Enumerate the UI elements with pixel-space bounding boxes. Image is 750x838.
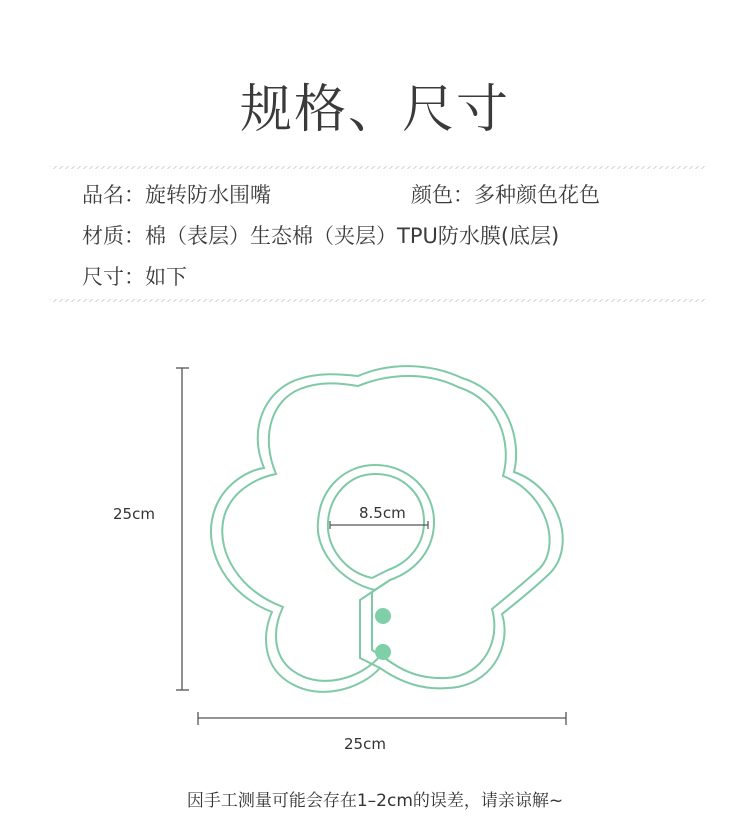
spec-name-value: 旋转防水围嘴 xyxy=(145,183,271,207)
bib-outline xyxy=(211,366,563,692)
neck-dimension xyxy=(330,521,428,529)
measurement-note: 因手工测量可能会存在1–2cm的误差，请亲谅解~ xyxy=(186,791,564,811)
spec-material-value: 棉（表层）生态棉（夹层）TPU防水膜(底层) xyxy=(145,224,560,248)
snap-button-top xyxy=(375,608,391,624)
height-dimension xyxy=(176,368,189,690)
neck-inner-edge xyxy=(328,474,424,578)
neck-label: 8.5cm xyxy=(359,504,406,522)
width-dimension xyxy=(198,712,566,725)
spec-material-label: 材质： xyxy=(82,224,145,248)
spec-size-value: 如下 xyxy=(145,265,187,289)
height-label: 25cm xyxy=(113,505,155,523)
spec-color-label: 颜色： xyxy=(411,183,474,207)
bib-outer-edge xyxy=(211,366,563,692)
page-title: 规格、尺寸 xyxy=(239,80,510,140)
snap-button-bottom xyxy=(375,644,391,660)
neck-outer-edge xyxy=(318,465,434,590)
spec-color-value: 多种颜色花色 xyxy=(474,183,600,207)
spec-size-label: 尺寸： xyxy=(82,265,145,289)
spec-name-label: 品名： xyxy=(82,183,145,207)
bib-inner-edge xyxy=(222,376,549,681)
width-label: 25cm xyxy=(344,735,386,753)
